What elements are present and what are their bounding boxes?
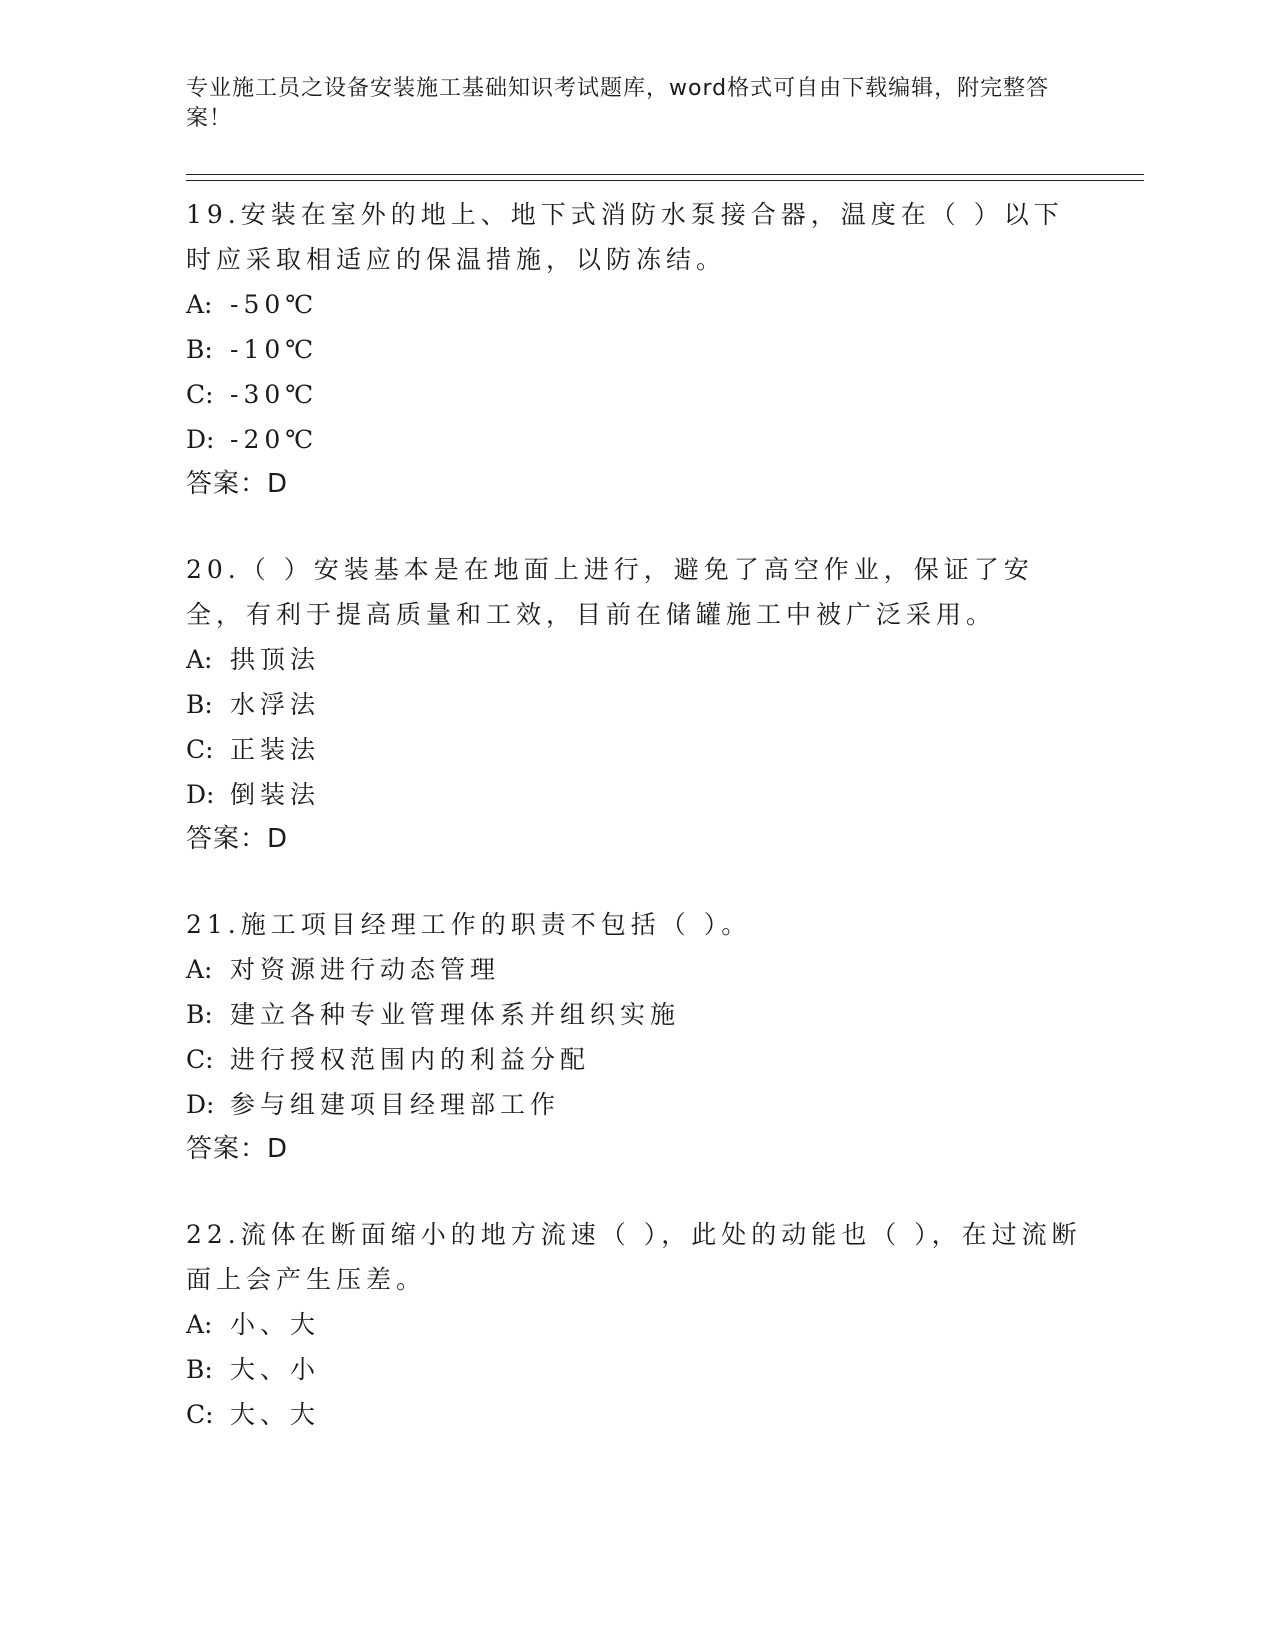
- option-b: [186, 682, 1086, 727]
- option-text: -50℃: [230, 290, 319, 319]
- option-c: [186, 1037, 1086, 1082]
- question-stem: 19.安装在室外的地上、地下式消防水泵接合器，温度在（ ）以下时应采取相适应的保温措施，以防冻结。: [186, 200, 1064, 274]
- option-text: 大、大: [230, 1400, 321, 1429]
- option-text: 正装法: [230, 735, 321, 764]
- option-text: 参与组建项目经理部工作: [230, 1090, 561, 1119]
- option-key: C:: [186, 735, 214, 764]
- option-a: [186, 637, 1086, 682]
- option-text: 建立各种专业管理体系并组织实施: [230, 1000, 681, 1029]
- option-text: 水浮法: [230, 690, 321, 719]
- option-a: [186, 1302, 1086, 1347]
- question-stem: 20.（ ）安装基本是在地面上进行，避免了高空作业，保证了安全，有利于提高质量和工效，目前在储罐施工中被广泛采用。: [186, 555, 1034, 629]
- option-text: -20℃: [230, 425, 319, 454]
- question-22: [186, 1212, 1086, 1437]
- option-c: [186, 1392, 1086, 1437]
- option-key: B:: [186, 335, 213, 364]
- option-b: [186, 992, 1086, 1037]
- option-key: C:: [186, 1400, 214, 1429]
- option-text: 进行授权范围内的利益分配: [230, 1045, 591, 1074]
- option-b: [186, 1347, 1086, 1392]
- option-c: [186, 727, 1086, 772]
- option-key: B:: [186, 1000, 213, 1029]
- answer-line: 答案：D: [186, 1134, 289, 1164]
- option-text: 小、大: [230, 1310, 321, 1339]
- option-text: -10℃: [230, 335, 319, 364]
- option-b: [186, 327, 1086, 372]
- option-key: D:: [186, 425, 215, 454]
- header-divider-bottom: [186, 180, 1144, 181]
- option-text: 对资源进行动态管理: [230, 955, 501, 984]
- option-key: D:: [186, 780, 215, 809]
- question-20: [186, 547, 1086, 862]
- option-key: A:: [186, 1310, 213, 1339]
- option-key: C:: [186, 1045, 214, 1074]
- option-key: B:: [186, 690, 213, 719]
- option-c: [186, 372, 1086, 417]
- option-a: [186, 282, 1086, 327]
- question-19: [186, 192, 1086, 507]
- option-text: 拱顶法: [230, 645, 321, 674]
- option-key: B:: [186, 1355, 213, 1384]
- question-21: [186, 902, 1086, 1172]
- question-list: [186, 192, 1086, 1477]
- option-text: -30℃: [230, 380, 319, 409]
- answer-line: 答案：D: [186, 469, 289, 499]
- option-key: A:: [186, 290, 213, 319]
- header-divider-top: [186, 174, 1144, 175]
- option-a: [186, 947, 1086, 992]
- option-text: 倒装法: [230, 780, 321, 809]
- question-stem: 21.施工项目经理工作的职责不包括（ ）。: [186, 910, 752, 939]
- option-key: D:: [186, 1090, 215, 1119]
- answer-line: 答案：D: [186, 824, 289, 854]
- option-text: 大、小: [230, 1355, 321, 1384]
- option-d: [186, 417, 1086, 462]
- option-key: A:: [186, 645, 213, 674]
- option-key: A:: [186, 955, 213, 984]
- document-header: 专业施工员之设备安装施工基础知识考试题库，word格式可自由下载编辑，附完整答案！: [186, 76, 1050, 131]
- option-d: [186, 1082, 1086, 1127]
- option-d: [186, 772, 1086, 817]
- option-key: C:: [186, 380, 214, 409]
- question-stem: 22.流体在断面缩小的地方流速（ ），此处的动能也（ ），在过流断面上会产生压差。: [186, 1220, 1082, 1294]
